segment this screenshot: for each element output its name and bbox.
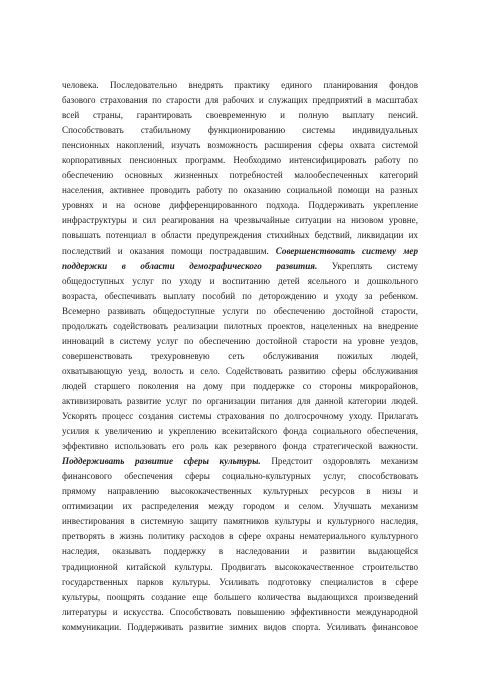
text-line [62,409,418,424]
text-line [62,138,418,153]
text-line [62,514,418,529]
text-segment: уровнях и на основе дифференцированного подхода. Поддерживать укрепление [62,200,418,211]
text-segment: совершенствовать трехуровневую сеть обслуживания пожилых людей, [62,350,418,361]
text-segment: пенсионных накоплений, изучать возможность расширения сферы охвата системой [62,140,418,151]
text-line [62,198,418,213]
text-segment: инвестирования в системную защиту памятников культуры и культурного наследия, [62,516,418,527]
text-line [62,349,418,364]
text-segment: традиционной китайской культуры. Продвигать высококачественное строительство [62,561,418,572]
text-segment: государственных парков культуры. Усиливать подготовку специалистов в сфере [62,576,418,587]
text-segment: прямому направлению высококачественных культурных ресурсов в низы и [62,486,418,497]
text-line [62,379,418,394]
text-segment: общедоступных услуг по уходу и воспитанию детей ясельного и дошкольного [62,275,418,286]
emphasized-heading: Совершенствовать систему мер [275,245,418,256]
text-line [62,168,418,183]
text-segment: продолжать содействовать реализации пилотных проектов, нацеленных на внедрение [62,320,418,331]
text-line [62,605,418,620]
text-segment: повышать потенциал в области предупреждения стихийных бедствий, ликвидации их [62,230,418,241]
text-segment: оптимизации их распределения между городом и селом. Улучшать механизм [62,501,418,512]
text-line [62,364,418,379]
text-segment: базового страхования по старости для рабочих и служащих предприятий в масштабах [62,95,418,106]
text-line [62,123,418,138]
text-segment: Укреплять систему [317,260,418,271]
text-segment: Всемерно развивать общедоступные услуги по обеспечению достойной старости, [62,305,418,316]
text-line [62,304,418,319]
text-line [62,183,418,198]
text-segment: коммуникации. Поддерживать развитие зимних видов спорта. Усиливать финансовое [62,621,418,632]
text-segment: усилия к увеличению и укреплению всекитайского фонда социального обеспечения, [62,426,418,437]
text-segment: Ускорять процесс создания системы страхования по долгосрочному уходу. Прилагать [62,411,418,422]
text-line [62,469,418,484]
text-line [62,244,418,259]
text-line [62,93,418,108]
text-line [62,334,418,349]
text-line [62,560,418,575]
text-line [62,259,418,274]
text-segment: обеспечению основных жизненных потребностей малообеспеченных категорий [62,170,418,181]
text-line [62,213,418,228]
text-segment: наследия, оказывать поддержку в наследовании и развитии выдающейся [62,546,418,557]
text-line [62,153,418,168]
text-line [62,544,418,559]
text-line [62,108,418,123]
text-segment: претворять в жизнь политику расходов в сфере охраны нематериального культурного [62,531,418,542]
text-line [62,454,418,469]
text-line [62,274,418,289]
emphasized-heading: поддержки в области демографического развития. [62,260,318,271]
text-line [62,499,418,514]
text-segment: возраста, обеспечивать выплату пособий по деторождению и уходу за ребенком. [62,290,418,301]
text-segment: Предстоит оздоровлять механизм [260,456,418,467]
text-line [62,78,418,93]
text-line [62,319,418,334]
text-segment: всей страны, гарантировать своевременную и полную выплату пенсий. [62,110,418,121]
text-segment: корпоративных пенсионных программ. Необходимо интенсифицировать работу по [62,155,418,166]
text-segment: активизировать развитие услуг по организации питания для данной категории людей. [62,395,418,406]
text-segment: Способствовать стабильному функционированию системы индивидуальных [62,125,418,136]
text-line [62,529,418,544]
text-segment: последствий и оказания помощи пострадавшим. [62,245,276,256]
text-line [62,289,418,304]
text-line [62,424,418,439]
emphasized-heading: Поддерживать развитие сферы культуры. [62,456,261,467]
text-line [62,484,418,499]
text-segment: культуры, поощрять создание еще большего количества выдающихся произведений [62,591,418,602]
text-segment: инфраструктуры и сил реагирования на чрезвычайные ситуации на низовом уровне, [62,215,418,226]
text-segment: эффективно использовать его роль как резервного фонда стратегической важности. [62,441,418,452]
text-line [62,620,418,635]
text-line [62,590,418,605]
text-segment: человека. Последовательно внедрять практику единого планирования фондов [62,80,418,90]
text-line [62,228,418,243]
text-segment: людей старшего поколения на дому при поддержке со стороны микрорайонов, [62,380,418,391]
text-segment: охватывающую уезд, волость и село. Содействовать развитию сферы обслуживания [62,365,418,376]
text-line [62,575,418,590]
text-segment: инноваций в систему услуг по обеспечению достойной старости на уровне уездов, [62,335,418,346]
document-body [62,78,418,635]
text-segment: населения, активнее проводить работу по оказанию социальной помощи на разных [62,185,418,196]
text-segment: финансового обеспечения сферы социально-культурных услуг, способствовать [62,471,418,482]
text-line [62,394,418,409]
text-segment: литературы и искусства. Способствовать повышению эффективности международной [62,606,418,617]
text-line [62,439,418,454]
